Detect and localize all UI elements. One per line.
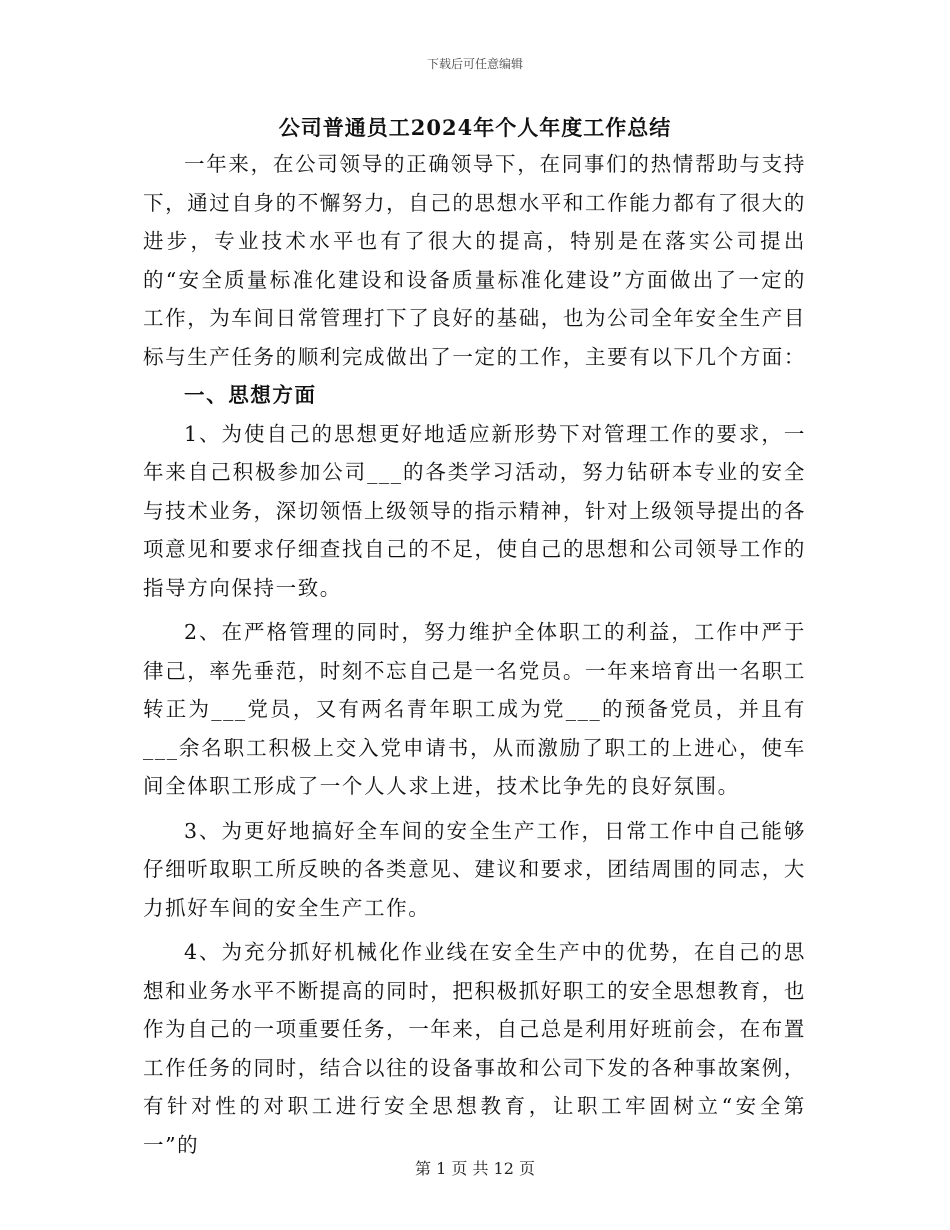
list-item: 2、在严格管理的同时，努力维护全体职工的利益，工作中严于律己，率先垂范，时刻不忘自己是一名党员。一年来培育出一名职工转正为___党员，又有两名青年职工成为党___的预备党员，并且有___余名职工积极上交入党申请书，从而激励了职工的上进心，使车间全体职工形成了一个人人求上进，技术比争先的良好氛围。 bbox=[143, 620, 806, 798]
page-number: 第 1 页 共 12 页 bbox=[415, 1159, 535, 1178]
document-body bbox=[143, 145, 806, 1164]
list-item: 1、为使自己的思想更好地适应新形势下对管理工作的要求，一年来自己积极参加公司___的各类学习活动，努力钻研本专业的安全与技术业务，深切领悟上级领导的指示精神，针对上级领导提出的各项意见和要求仔细查找自己的不足，使自己的思想和公司领导工作的指导方向保持一致。 bbox=[143, 421, 806, 600]
list-item: 4、为充分抓好机械化作业线在安全生产中的优势，在自己的思想和业务水平不断提高的同时，把积极抓好职工的安全思想教育，也作为自己的一项重要任务，一年来，自己总是利用好班前会，在布置工作任务的同时，结合以往的设备事故和公司下发的各种事故案例，有针对性的对职工进行安全思想教育，让职工牢固树立“安全第一”的 bbox=[143, 940, 806, 1157]
list-item: 3、为更好地搞好全车间的安全生产工作，日常工作中自己能够仔细听取职工所反映的各类意见、建议和要求，团结周围的同志，大力抓好车间的安全生产工作。 bbox=[143, 818, 806, 920]
page-header-note: 下载后可任意编辑 bbox=[426, 57, 523, 71]
section-heading: 一、思想方面 bbox=[184, 383, 317, 407]
document-title: 公司普通员工2024年个人年度工作总结 bbox=[278, 115, 672, 140]
intro-paragraph: 一年来，在公司领导的正确领导下，在同事们的热情帮助与支持下，通过自身的不懈努力，自己的思想水平和工作能力都有了很大的进步，专业技术水平也有了很大的提高，特别是在落实公司提出的“安全质量标准化建设和设备质量标准化建设”方面做出了一定的工作，为车间日常管理打下了良好的基础，也为公司全年安全生产目标与生产任务的顺利完成做出了一定的工作，主要有以下几个方面： bbox=[143, 152, 806, 369]
